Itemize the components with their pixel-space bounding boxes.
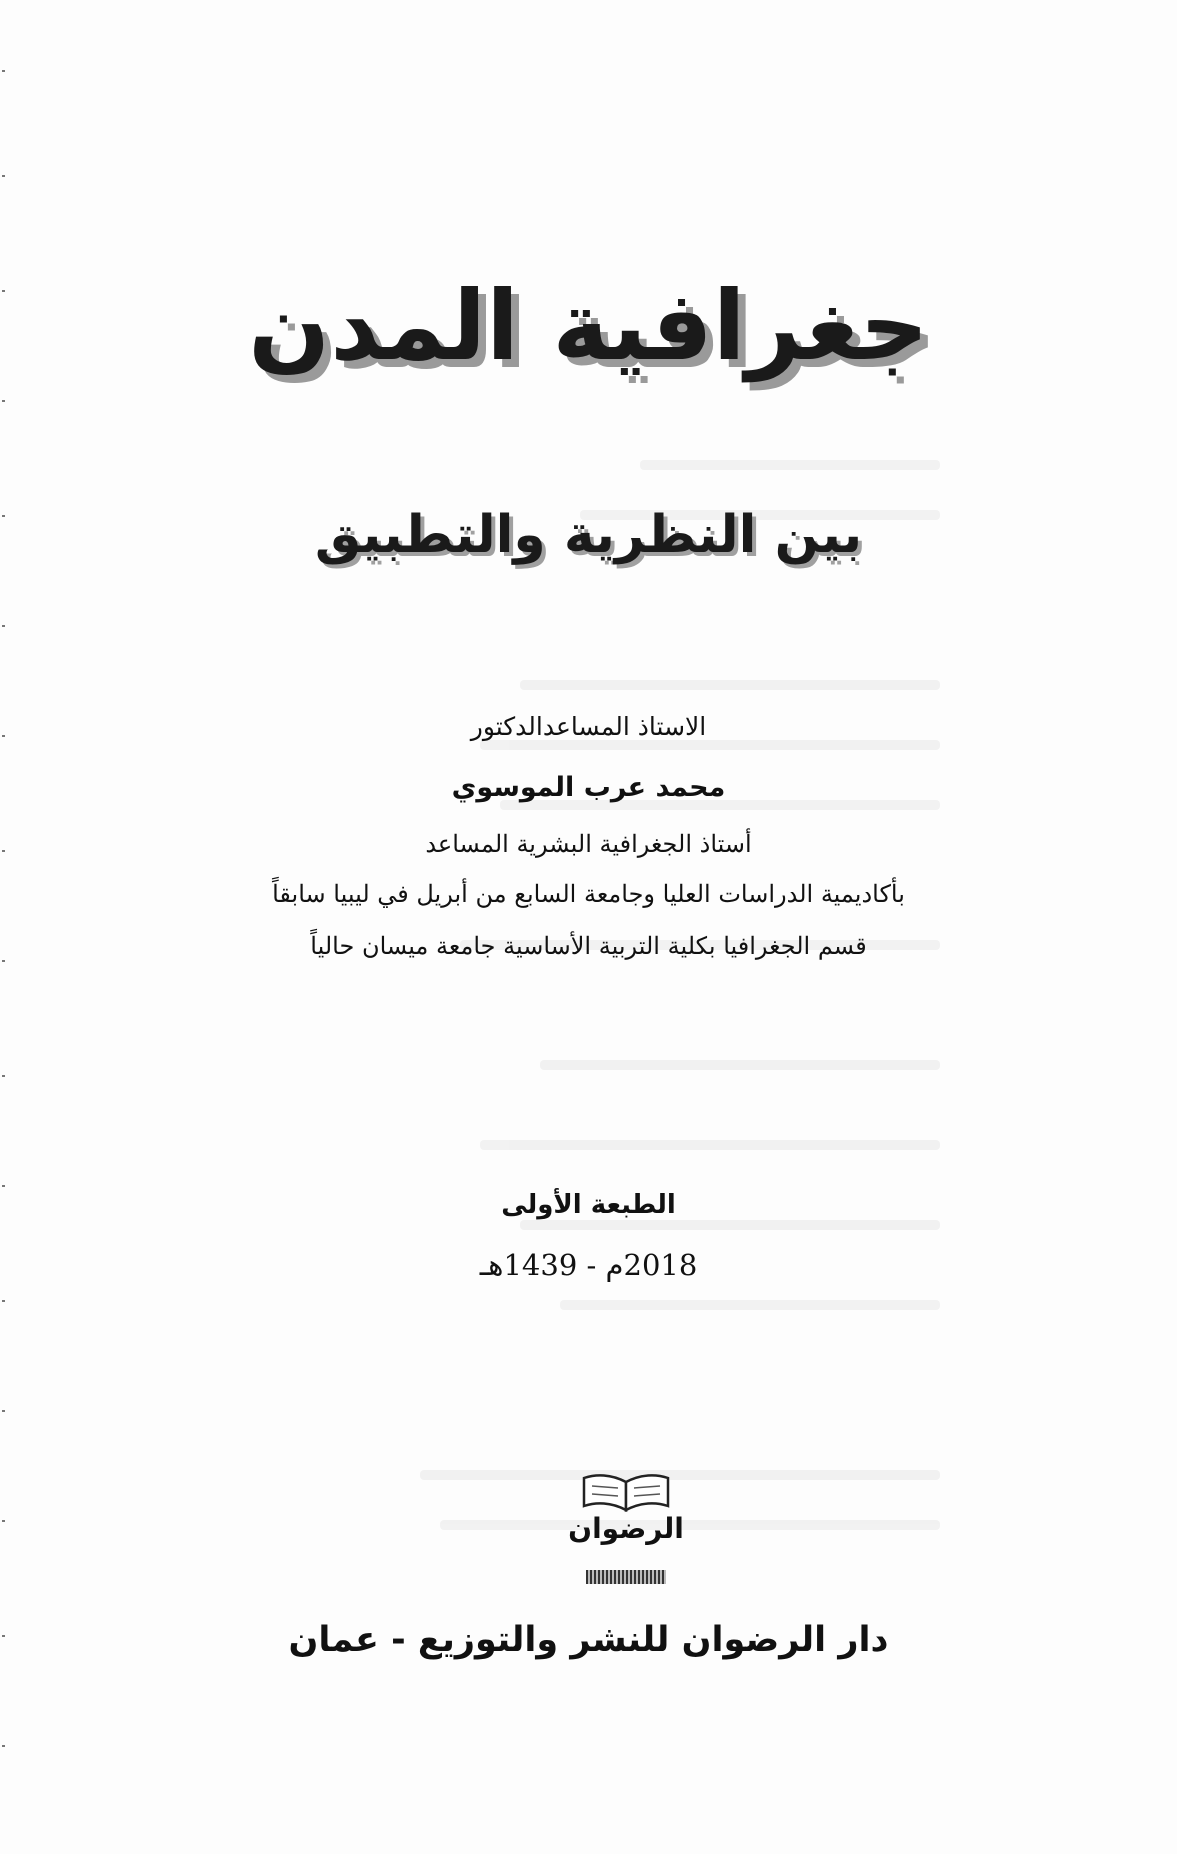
open-book-icon [556, 1466, 696, 1516]
publisher-logo-text: الرضوان [568, 1512, 684, 1545]
author-current-affiliation: قسم الجغرافيا بكلية التربية الأساسية جامعة ميسان حالياً [310, 932, 867, 960]
author-previous-affiliation: بأكاديمية الدراسات العليا وجامعة السابع من أبريل في ليبيا سابقاً [272, 880, 905, 908]
book-title: جغرافية المدن [248, 270, 929, 382]
logo-underline [586, 1570, 666, 1584]
author-rank: الاستاذ المساعدالدكتور [470, 712, 707, 741]
author-name: محمد عرب الموسوي [451, 772, 726, 803]
edition-label: الطبعة الأولى [501, 1190, 676, 1220]
author-position: أستاذ الجغرافية البشرية المساعد [425, 830, 752, 858]
publisher-name: دار الرضوان للنشر والتوزيع - عمان [288, 1620, 889, 1660]
show-through-background [300, 420, 1000, 1620]
publication-year: 2018م - 1439هـ [479, 1248, 698, 1282]
publisher-logo [556, 1466, 696, 1596]
book-subtitle: بين النظرية والتطبيق [314, 505, 863, 565]
